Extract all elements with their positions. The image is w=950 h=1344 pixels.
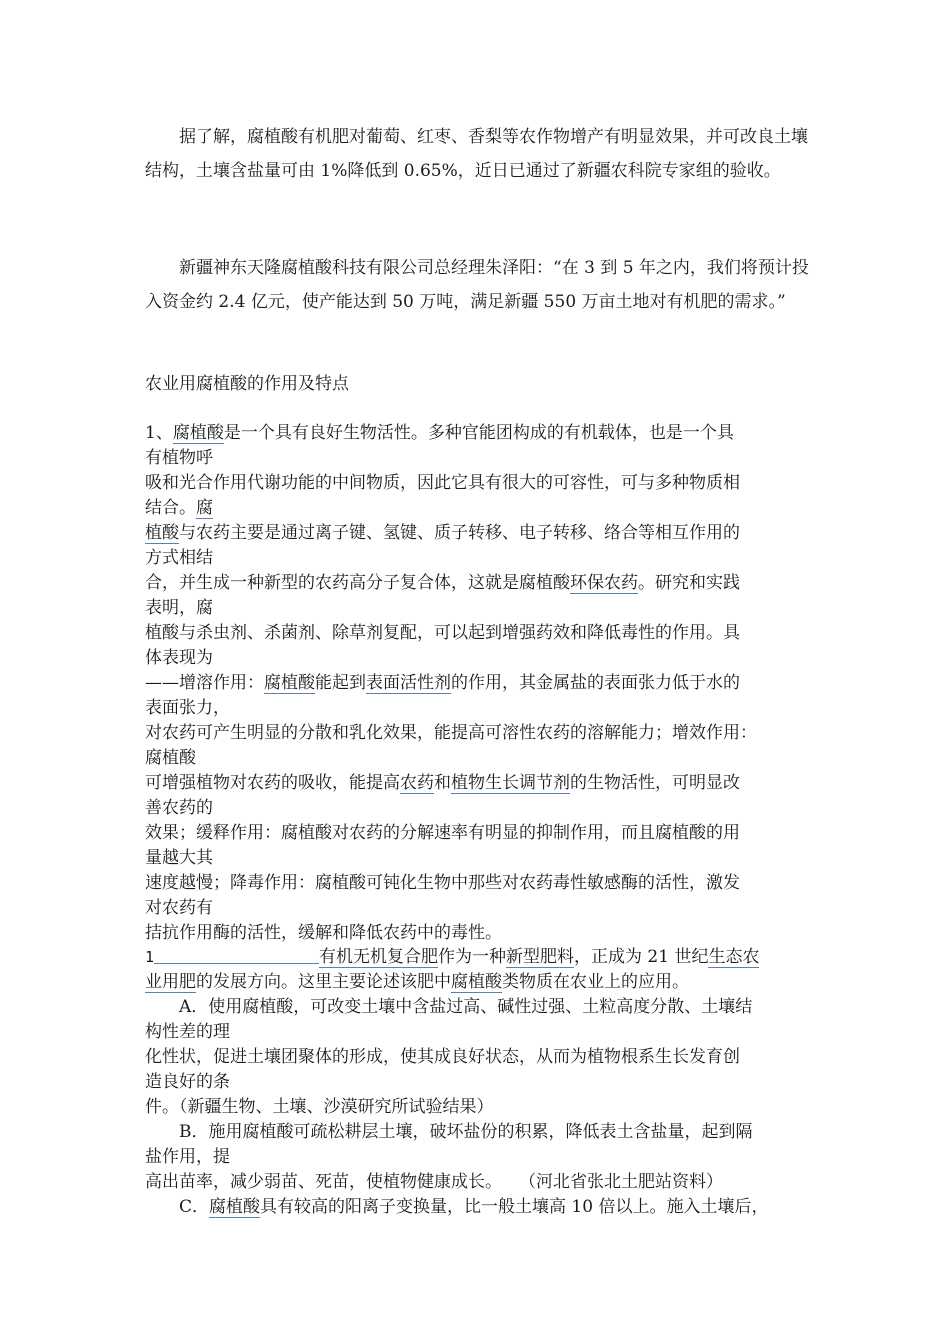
section-1-body xyxy=(145,421,810,946)
text-line xyxy=(145,421,810,446)
hyperlink[interactable]: 有机无机复合肥 xyxy=(319,947,439,967)
section-2-body xyxy=(145,945,810,1220)
hyperlink[interactable]: 生态农 xyxy=(708,947,760,967)
text-line: 造良好的条 xyxy=(145,1072,230,1092)
text: 作为一种 xyxy=(438,947,507,967)
text-line xyxy=(145,571,810,596)
text-line xyxy=(145,1195,810,1220)
text-line: 体表现为 xyxy=(145,648,213,668)
hyperlink[interactable]: 植酸 xyxy=(145,523,179,543)
blank-underline xyxy=(154,949,319,964)
text: 可增强植物对农药的吸收，能提高 xyxy=(145,773,400,793)
text-line xyxy=(145,671,810,696)
text: 的作用，其金属盐的表面张力低于水的 xyxy=(451,673,740,693)
text-line: 量越大其 xyxy=(145,848,213,868)
hyperlink[interactable]: 腐植酸 xyxy=(209,1197,261,1217)
paragraph-1: 据了解，腐植酸有机肥对葡萄、红枣、香梨等农作物增产有明显效果，并可改良土壤结构，土壤含盐量可由 1%降低到 0.65%，近日已通过了新疆农科院专家组的验收。 xyxy=(145,127,808,181)
text-line: 腐植酸 xyxy=(145,748,196,768)
hyperlink[interactable]: 腐植酸 xyxy=(264,673,315,693)
text: ——增溶作用： xyxy=(145,673,264,693)
text-line: 速度越慢；降毒作用：腐植酸可钝化生物中那些对农药毒性敏感酶的活性，激发 xyxy=(145,873,740,893)
list-number: 1 xyxy=(145,948,155,966)
text-line: 对农药有 xyxy=(145,898,213,918)
text: 具有较高的阳离子变换量，比一般土壤高 10 倍以上。施入土壤后， xyxy=(260,1197,769,1217)
text: 和 xyxy=(434,773,451,793)
text-line: 化性状，促进土壤团聚体的形成，使其成良好状态，从而为植物根系生长发育创 xyxy=(145,1047,740,1067)
text-line xyxy=(145,970,810,995)
text: ，正成为 21 世纪 xyxy=(574,947,709,967)
text-line: 效果；缓释作用：腐植酸对农药的分解速率有明显的抑制作用，而且腐植酸的用 xyxy=(145,823,740,843)
text: 是一个具有良好生物活性。多种官能团构成的有机载体，也是一个具 xyxy=(223,423,734,443)
text-line: 表面张力， xyxy=(145,698,230,718)
text-line xyxy=(145,945,810,970)
text: 类物质在农业上的应用。 xyxy=(502,972,689,992)
hyperlink[interactable]: 腐 xyxy=(196,498,213,518)
text-line: 对农药可产生明显的分散和乳化效果，能提高可溶性农药的溶解能力；增效作用： xyxy=(145,723,757,743)
text-line: 高出苗率，减少弱苗、死苗，使植物健康成长。 （河北省张北土肥站资料） xyxy=(145,1172,723,1192)
paragraph-2: 新疆神东天隆腐植酸科技有限公司总经理朱泽阳：“在 3 到 5 年之内，我们将预计投入资金约 2.4 亿元，使产能达到 50 万吨，满足新疆 550 万亩土地对有机肥的需求。” xyxy=(145,258,809,312)
text-line xyxy=(145,496,810,521)
section-heading: 农业用腐植酸的作用及特点 xyxy=(145,374,349,394)
text-line: 善农药的 xyxy=(145,798,213,818)
text: 与农药主要是通过离子键、氢键、质子转移、电子转移、络合等相互作用的 xyxy=(179,523,740,543)
hyperlink[interactable]: 环保农药 xyxy=(570,573,638,593)
text: 的生物活性，可明显改 xyxy=(570,773,740,793)
hyperlink[interactable]: 业用肥 xyxy=(145,972,196,992)
text-line: 件。（新疆生物、土壤、沙漠研究所试验结果） xyxy=(145,1097,494,1117)
hyperlink[interactable]: 腐植酸 xyxy=(172,423,224,443)
text-line: 表明，腐 xyxy=(145,598,213,618)
hyperlink[interactable]: 植物生长调节剂 xyxy=(451,773,570,793)
text-line xyxy=(145,521,810,546)
text-line: 有植物呼 xyxy=(145,448,213,468)
text-line: 盐作用，提 xyxy=(145,1147,230,1167)
text-line: 方式相结 xyxy=(145,548,213,568)
text: 。研究和实践 xyxy=(638,573,740,593)
text-line: 植酸与杀虫剂、杀菌剂、除草剂复配，可以起到增强药效和降低毒性的作用。具 xyxy=(145,623,740,643)
text-line: B．施用腐植酸可疏松耕层土壤，破坏盐份的积累，降低表土含盐量，起到隔 xyxy=(179,1122,753,1142)
text-line xyxy=(145,771,810,796)
hyperlink[interactable]: 腐植酸 xyxy=(451,972,502,992)
hyperlink[interactable]: 新型肥料 xyxy=(506,947,575,967)
text: 能起到 xyxy=(315,673,366,693)
text-line: 构性差的理 xyxy=(145,1022,230,1042)
text-line: A．使用腐植酸，可改变土壤中含盐过高、碱性过强、土粒高度分散、土壤结 xyxy=(179,997,753,1017)
hyperlink[interactable]: 表面活性剂 xyxy=(366,673,451,693)
text: 合，并生成一种新型的农药高分子复合体，这就是腐植酸 xyxy=(145,573,570,593)
text: 1、 xyxy=(145,423,173,443)
text-line: 拮抗作用酶的活性，缓解和降低农药中的毒性。 xyxy=(145,923,502,943)
text: C． xyxy=(179,1197,210,1217)
hyperlink[interactable]: 农药 xyxy=(400,773,434,793)
text-line: 吸和光合作用代谢功能的中间物质，因此它具有很大的可容性，可与多种物质相 xyxy=(145,473,740,493)
text: 的发展方向。这里主要论述该肥中 xyxy=(196,972,451,992)
text: 结合。 xyxy=(145,498,196,518)
